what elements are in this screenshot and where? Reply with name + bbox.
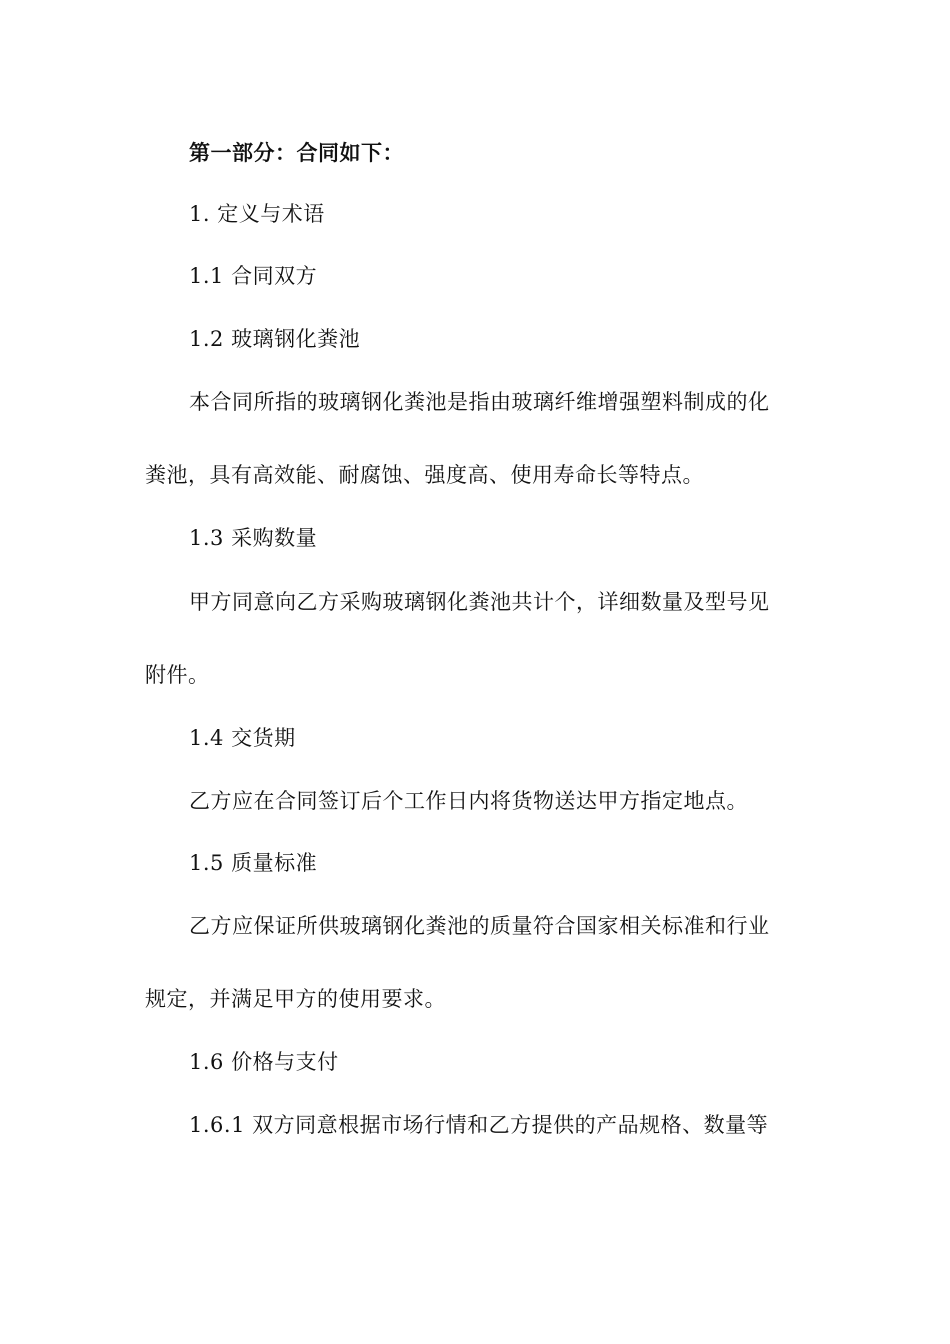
clause-1-4-paragraph: 乙方应在合同签订后个工作日内将货物送达甲方指定地点。 (189, 789, 748, 813)
clause-1-5-paragraph-line-1: 乙方应保证所供玻璃钢化粪池的质量符合国家相关标准和行业 (189, 914, 770, 938)
clause-1-1-heading: 1.1 合同双方 (189, 264, 318, 288)
clause-1-6-1-paragraph-line-1: 1.6.1 双方同意根据市场行情和乙方提供的产品规格、数量等 (189, 1113, 769, 1137)
section-heading: 第一部分：合同如下： (189, 140, 404, 165)
clause-1-3-paragraph-line-1: 甲方同意向乙方采购玻璃钢化粪池共计个，详细数量及型号见 (189, 590, 770, 614)
clause-1-6-heading: 1.6 价格与支付 (189, 1050, 339, 1074)
clause-1-2-paragraph-line-1: 本合同所指的玻璃钢化粪池是指由玻璃纤维增强塑料制成的化 (189, 390, 770, 414)
clause-1-2-paragraph-line-2: 粪池，具有高效能、耐腐蚀、强度高、使用寿命长等特点。 (145, 463, 704, 487)
clause-1-4-heading: 1.4 交货期 (189, 726, 296, 750)
clause-1-heading: 1. 定义与术语 (189, 202, 325, 226)
clause-1-3-paragraph-line-2: 附件。 (145, 663, 210, 687)
clause-1-2-heading: 1.2 玻璃钢化粪池 (189, 327, 361, 351)
clause-1-3-heading: 1.3 采购数量 (189, 526, 318, 550)
clause-1-5-heading: 1.5 质量标准 (189, 851, 318, 875)
clause-1-5-paragraph-line-2: 规定，并满足甲方的使用要求。 (145, 987, 446, 1011)
